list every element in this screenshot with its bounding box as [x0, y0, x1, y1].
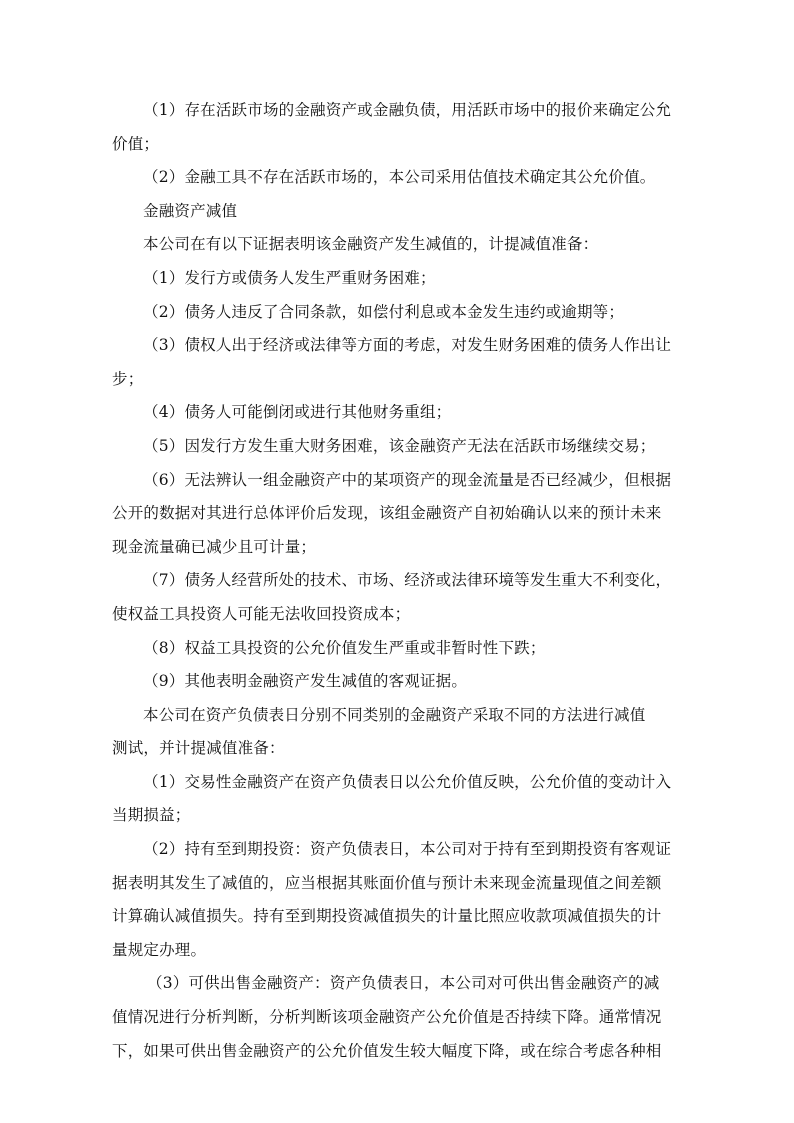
text-line: 本公司在有以下证据表明该金融资产发生减值的，计提减值准备： [143, 235, 599, 254]
text-line: 现金流量确已减少且可计量； [112, 537, 317, 556]
text-line: （2）债务人违反了合同条款，如偿付利息或本金发生违约或逾期等； [143, 302, 625, 321]
text-line: 价值； [112, 134, 160, 153]
text-line: 计算确认减值损失。持有至到期投资减值损失的计量比照应收款项减值损失的计 [112, 907, 662, 926]
text-line: （7）债务人经营所处的技术、市场、经济或法律环境等发生重大不利变化， [143, 571, 672, 590]
text-line: （4）债务人可能倒闭或进行其他财务重组； [143, 403, 452, 422]
text-line: （9）其他表明金融资产发生减值的客观证据。 [143, 672, 468, 691]
text-line: 公开的数据对其进行总体评价后发现，该组金融资产自初始确认以来的预计未来 [112, 504, 662, 523]
text-line: 使权益工具投资人可能无法收回投资成本； [112, 604, 411, 623]
text-line: （1）发行方或债务人发生严重财务困难； [143, 268, 436, 287]
text-line: （5）因发行方发生重大财务困难，该金融资产无法在活跃市场继续交易； [143, 436, 656, 455]
text-line: 测试，并计提减值准备： [112, 739, 285, 758]
text-line: （1）交易性金融资产在资产负债表日以公允价值反映，公允价值的变动计入 [143, 772, 672, 791]
text-line: 量规定办理。 [112, 940, 207, 959]
text-line: （2）金融工具不存在活跃市场的，本公司采用估值技术确定其公允价值。 [143, 168, 656, 187]
text-line: 值情况进行分析判断，分析判断该项金融资产公允价值是否持续下降。通常情况 [112, 1008, 662, 1027]
text-line: 当期损益； [112, 806, 191, 825]
text-line: 本公司在资产负债表日分别不同类别的金融资产采取不同的方法进行减值 [143, 705, 646, 724]
text-line: 下，如果可供出售金融资产的公允价值发生较大幅度下降，或在综合考虑各种相 [112, 1041, 662, 1060]
text-line: （2）持有至到期投资：资产负债表日，本公司对于持有至到期投资有客观证 [143, 840, 672, 859]
text-line: 据表明其发生了减值的，应当根据其账面价值与预计未来现金流量现值之间差额 [112, 873, 662, 892]
text-line: （1）存在活跃市场的金融资产或金融负债，用活跃市场中的报价来确定公允 [143, 101, 672, 119]
text-line: （8）权益工具投资的公允价值发生严重或非暂时性下跌； [143, 638, 546, 657]
section-heading: 金融资产减值 [143, 201, 238, 220]
document-body [112, 94, 682, 1068]
text-line: （6）无法辨认一组金融资产中的某项资产的现金流量是否已经减少，但根据 [143, 470, 672, 489]
text-line: 步； [112, 369, 144, 388]
text-line: （3）可供出售金融资产：资产负债表日，本公司对可供出售金融资产的减 [147, 974, 660, 993]
text-line: （3）债权人出于经济或法律等方面的考虑，对发生财务困难的债务人作出让 [143, 336, 672, 355]
